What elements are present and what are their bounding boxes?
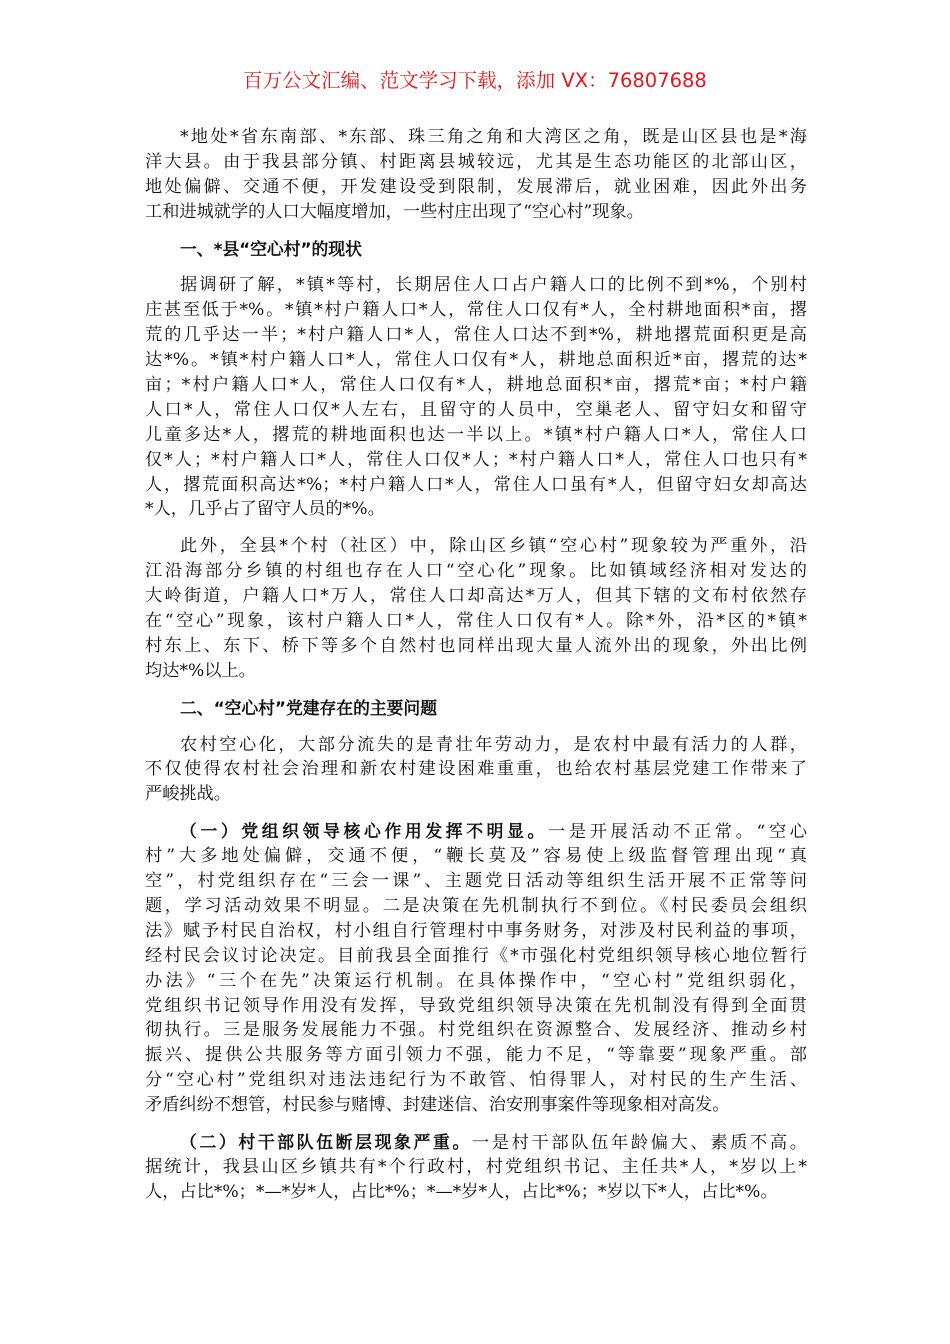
text-line: 法》赋予村民自治权，村小组自行管理村中事务财务，对涉及村民利益的事项， [145,920,807,941]
text-line: 洋大县。由于我县部分镇、村距离县城较远，尤其是生态功能区的北部山区， [145,151,807,172]
text-line: （一）党组织领导核心作用发挥不明显。一是开展活动不正常。“空心 [180,821,807,843]
subsection-title: （一）党组织领导核心作用发挥不明显。 [180,821,548,842]
text-line: 办法》“三个在先”决策运行机制。在具体操作中，“空心村”党组织弱化， [145,970,807,991]
text-line: 农村空心化，大部分流失的是青壮年劳动力，是农村中最有活力的人群， [180,734,807,755]
text-line: 不仅使得农村社会治理和新农村建设困难重重，也给农村基层党建工作带来了 [145,759,807,780]
paragraph [145,273,807,522]
text-line: 题，学习活动效果不明显。二是决策在先机制执行不到位。《村民委员会组织 [145,895,807,916]
text-line: *人，几乎占了留守人员的*%。 [145,499,385,520]
text-line: 据调研了解，*镇*等村，长期居住人口占户籍人口的比例不到*%，个别村 [180,275,807,296]
text-line: 达*%。*镇*村户籍人口*人，常住人口仅有*人，耕地总面积近*亩，撂荒的达* [145,350,807,371]
text-line: 矛盾纠纷不想管，村民参与赌博、封建迷信、治安刑事案件等现象相对高发。 [145,1095,730,1116]
text-line: 彻执行。三是服务发展能力不强。村党组织在资源整合、发展经济、推动乡村 [145,1020,807,1041]
watermark-banner: 百万公文汇编、范文学习下载，添加 VX：76807688 [243,69,707,92]
text-line: 空”，村党组织存在“三会一课”、主题党日活动等组织生活开展不正常等问 [145,871,807,892]
text-line: 村东上、东下、桥下等多个自然村也同样出现大量人流外出的现象，外出比例 [145,635,807,656]
text-line: 此外，全县*个村（社区）中，除山区乡镇“空心村”现象较为严重外，沿 [180,536,807,557]
text-line: 人口*人，常住人口仅*人左右，且留守的人员中，空巢老人、留守妇女和留守 [145,399,807,420]
text-line: 人，撂荒面积高达*%；*村户籍人口*人，常住人口虽有*人，但留守妇女却高达 [145,474,807,495]
text-line: *地处*省东南部、*东部、珠三角之角和大湾区之角，既是山区县也是*海 [180,127,807,147]
text-line: 经村民会议讨论决定。目前我县全面推行《*市强化村党组织领导核心地位暂行 [145,945,807,966]
text-line: 儿童多达*人，撂荒的耕地面积也达一半以上。*镇*村户籍人口*人，常住人口 [145,424,807,445]
text-line: 仅*人；*村户籍人口*人，常住人口仅*人；*村户籍人口*人，常住人口也只有* [145,449,807,470]
text-line: 庄甚至低于*%。*镇*村户籍人口*人，常住人口仅有*人，全村耕地面积*亩，撂 [145,300,807,321]
text-line: 亩；*村户籍人口*人，常住人口仅有*人，耕地总面积*亩，撂荒*亩；*村户籍 [145,375,807,396]
paragraph [145,819,807,1118]
paragraph [145,1130,807,1205]
text-line: 人，占比*%；*—*岁*人，占比*%；*—*岁*人，占比*%；*岁以下*人，占比*%。 [145,1181,778,1202]
text-line: 振兴、提供公共服务等方面引领力不强，能力不足，“等靠要”现象严重。部 [145,1045,807,1066]
text-line: 一、*县“空心村”的现状 [180,238,362,259]
text-line: 江沿海部分乡镇的村组也存在人口“空心化”现象。比如镇域经济相对发达的 [145,561,807,582]
text-line: 分“空心村”党组织对违法违纪行为不敢管、怕得罪人，对村民的生产生活、 [145,1070,807,1091]
text-line: 地处偏僻、交通不便，开发建设受到限制，发展滞后，就业困难，因此外出务 [145,176,807,197]
paragraph [145,733,807,808]
document-body [145,125,807,1217]
section-heading [145,237,807,262]
text-line: 在“空心”现象，该村户籍人口*人，常住人口仅有*人。除*外，沿*区的*镇* [145,611,807,632]
text-line: 均达*%以上。 [145,660,256,681]
text-line: 荒的几乎达一半；*村户籍人口*人，常住人口达不到*%，耕地撂荒面积更是高 [145,325,807,346]
paragraph [145,125,807,225]
subsection-title: （二）村干部队伍断层现象严重。 [180,1131,472,1152]
text-line: 严峻挑战。 [145,784,231,805]
text-line: 党组织书记领导作用没有发挥，导致党组织领导决策在先机制没有得到全面贯 [145,995,807,1016]
paragraph [145,534,807,683]
text-line: 大岭街道，户籍人口*万人，常住人口却高达*万人，但其下辖的文布村依然存 [145,586,807,607]
text-line: 工和进城就学的人口大幅度增加，一些村庄出现了“空心村”现象。 [145,201,644,222]
text-line: 据统计，我县山区乡镇共有*个行政村，村党组织书记、主任共*人，*岁以上* [145,1156,807,1177]
section-heading [145,696,807,721]
text-line: 村”大多地处偏僻，交通不便，“鞭长莫及”容易使上级监督管理出现“真 [145,846,807,867]
text-line: 二、“空心村”党建存在的主要问题 [180,697,437,718]
text-line: （二）村干部队伍断层现象严重。一是村干部队伍年龄偏大、素质不高。 [180,1131,807,1153]
